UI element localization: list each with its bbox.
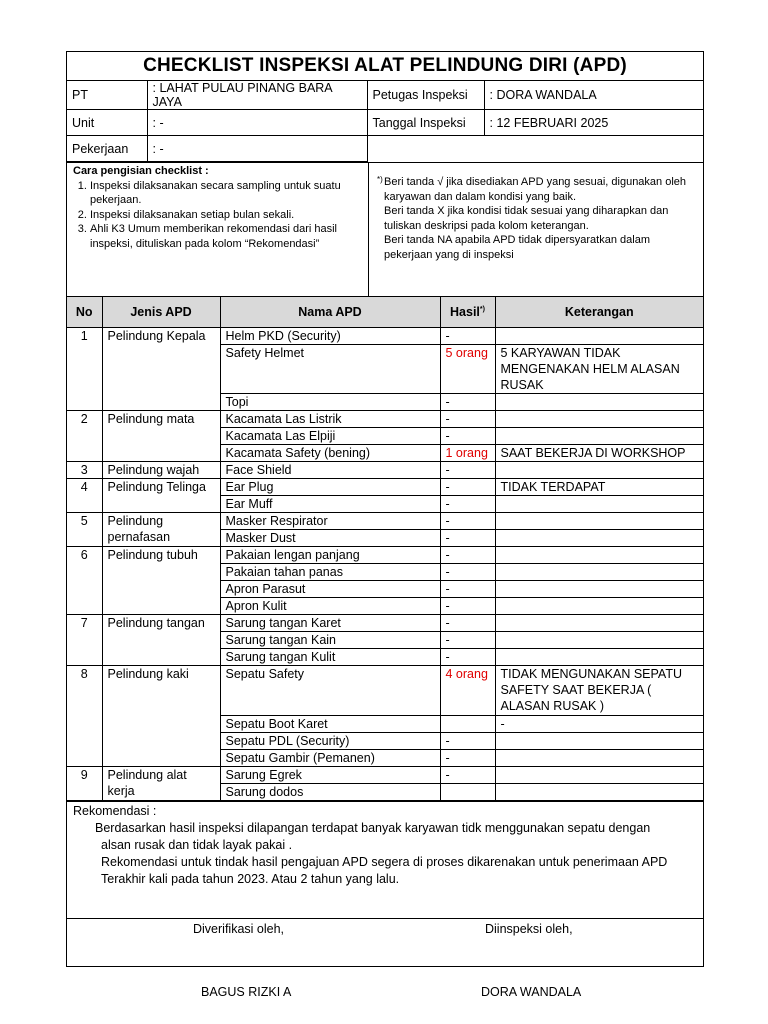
nama-apd-cell: Apron Kulit xyxy=(220,598,440,615)
verified-name: BAGUS RIZKI A xyxy=(201,985,292,999)
row-number: 9 xyxy=(67,767,102,801)
note-item: Beri tanda NA apabila APD tidak dipersyaratkan dalam pekerjaan yang di inspeksi xyxy=(384,234,650,261)
page-title: CHECKLIST INSPEKSI ALAT PELINDUNG DIRI (APD) xyxy=(67,52,703,81)
pt-label: PT xyxy=(67,81,147,110)
signature-section xyxy=(67,918,703,1001)
hasil-cell: - xyxy=(440,513,495,530)
nama-apd-cell: Apron Parasut xyxy=(220,581,440,598)
hasil-cell: - xyxy=(440,632,495,649)
hasil-cell: - xyxy=(440,564,495,581)
nama-apd-cell: Pakaian lengan panjang xyxy=(220,547,440,564)
note-item: Beri tanda √ jika disediakan APD yang sesuai, digunakan oleh karyawan dan dalam kondisi yang baik. xyxy=(384,176,687,203)
pekerjaan-label: Pekerjaan xyxy=(67,136,147,162)
instructions-list xyxy=(67,163,369,296)
keterangan-cell xyxy=(495,615,703,632)
header-hasil: Hasil*) xyxy=(440,297,495,328)
hasil-cell: - xyxy=(440,479,495,496)
hasil-cell: - xyxy=(440,530,495,547)
hasil-cell: - xyxy=(440,767,495,784)
nama-apd-cell: Safety Helmet xyxy=(220,345,440,394)
row-number: 8 xyxy=(67,666,102,767)
nama-apd-cell: Sarung dodos xyxy=(220,784,440,801)
note-item: Beri tanda X jika kondisi tidak sesuai yang diharapkan dan tuliskan deskripsi pada kolom keterangan. xyxy=(384,205,669,232)
table-row xyxy=(67,615,703,632)
instructions-heading: Cara pengisian checklist : xyxy=(73,165,209,177)
tanggal-label: Tanggal Inspeksi xyxy=(367,110,484,136)
nama-apd-cell: Sepatu Boot Karet xyxy=(220,716,440,733)
jenis-apd-cell: Pelindung mata xyxy=(102,411,220,462)
nama-apd-cell: Pakaian tahan panas xyxy=(220,564,440,581)
header-keterangan: Keterangan xyxy=(495,297,703,328)
instruction-item: 2. Inspeksi dilaksanakan setiap bulan sekali. xyxy=(90,208,362,223)
keterangan-cell xyxy=(495,767,703,784)
hasil-cell: - xyxy=(440,328,495,345)
row-number: 3 xyxy=(67,462,102,479)
keterangan-cell: - xyxy=(495,716,703,733)
keterangan-cell xyxy=(495,632,703,649)
hasil-cell xyxy=(440,716,495,733)
table-row xyxy=(67,513,703,530)
row-number: 2 xyxy=(67,411,102,462)
keterangan-cell xyxy=(495,750,703,767)
row-number: 1 xyxy=(67,328,102,411)
keterangan-cell xyxy=(495,394,703,411)
rekomendasi-line: Terakhir kali pada tahun 2023. Atau 2 tahun yang lalu. xyxy=(101,872,400,886)
table-row xyxy=(67,767,703,784)
jenis-apd-cell: Pelindung alat kerja xyxy=(102,767,220,801)
instructions-section xyxy=(67,162,703,296)
keterangan-cell xyxy=(495,496,703,513)
jenis-apd-cell: Pelindung kaki xyxy=(102,666,220,767)
keterangan-cell xyxy=(495,564,703,581)
keterangan-cell: 5 KARYAWAN TIDAK MENGENAKAN HELM ALASAN RUSAK xyxy=(495,345,703,394)
keterangan-cell xyxy=(495,547,703,564)
nama-apd-cell: Sarung tangan Karet xyxy=(220,615,440,632)
hasil-cell: - xyxy=(440,496,495,513)
jenis-apd-cell: Pelindung Telinga xyxy=(102,479,220,513)
keterangan-cell xyxy=(495,733,703,750)
nama-apd-cell: Ear Muff xyxy=(220,496,440,513)
inspected-label: Diinspeksi oleh, xyxy=(485,922,573,936)
rekomendasi-line: alsan rusak dan tidak layak pakai . xyxy=(101,838,293,852)
hasil-cell: - xyxy=(440,598,495,615)
empty-cell xyxy=(367,136,484,162)
instructions-notes xyxy=(369,163,703,296)
table-row xyxy=(67,547,703,564)
table-row xyxy=(67,462,703,479)
jenis-apd-cell: Pelindung tubuh xyxy=(102,547,220,615)
nama-apd-cell: Kacamata Las Elpiji xyxy=(220,428,440,445)
hasil-cell: 4 orang xyxy=(440,666,495,716)
keterangan-cell xyxy=(495,411,703,428)
keterangan-cell xyxy=(495,428,703,445)
rekomendasi-label: Rekomendasi : xyxy=(73,804,157,818)
row-number: 4 xyxy=(67,479,102,513)
pekerjaan-value: : - xyxy=(147,136,367,162)
nama-apd-cell: Sepatu Gambir (Pemanen) xyxy=(220,750,440,767)
note-mark: *) xyxy=(377,175,383,184)
keterangan-cell xyxy=(495,328,703,345)
nama-apd-cell: Ear Plug xyxy=(220,479,440,496)
unit-value: : - xyxy=(147,110,367,136)
nama-apd-cell: Sarung Egrek xyxy=(220,767,440,784)
instruction-item: 3. Ahli K3 Umum memberikan rekomendasi dari hasil inspeksi, dituliskan pada kolom “Rekomendasi” xyxy=(90,222,362,251)
nama-apd-cell: Kacamata Safety (bening) xyxy=(220,445,440,462)
hasil-cell: - xyxy=(440,428,495,445)
keterangan-cell xyxy=(495,649,703,666)
keterangan-cell xyxy=(495,513,703,530)
nama-apd-cell: Sarung tangan Kain xyxy=(220,632,440,649)
hasil-cell: - xyxy=(440,411,495,428)
nama-apd-cell: Masker Dust xyxy=(220,530,440,547)
nama-apd-cell: Sarung tangan Kulit xyxy=(220,649,440,666)
jenis-apd-cell: Pelindung wajah xyxy=(102,462,220,479)
header-no: No xyxy=(67,297,102,328)
rekomendasi-line: Berdasarkan hasil inspeksi dilapangan terdapat banyak karyawan tidk menggunakan sepatu dengan xyxy=(95,821,651,835)
petugas-value: : DORA WANDALA xyxy=(484,81,703,110)
nama-apd-cell: Helm PKD (Security) xyxy=(220,328,440,345)
tanggal-value: : 12 FEBRUARI 2025 xyxy=(484,110,703,136)
jenis-apd-cell: Pelindung Kepala xyxy=(102,328,220,411)
jenis-apd-cell: Pelindung tangan xyxy=(102,615,220,666)
row-number: 6 xyxy=(67,547,102,615)
keterangan-cell xyxy=(495,598,703,615)
keterangan-cell: TIDAK TERDAPAT xyxy=(495,479,703,496)
nama-apd-cell: Face Shield xyxy=(220,462,440,479)
table-row xyxy=(67,666,703,716)
row-number: 7 xyxy=(67,615,102,666)
hasil-cell: 5 orang xyxy=(440,345,495,394)
unit-label: Unit xyxy=(67,110,147,136)
hasil-cell: - xyxy=(440,547,495,564)
hasil-cell: - xyxy=(440,733,495,750)
table-row xyxy=(67,411,703,428)
header-nama: Nama APD xyxy=(220,297,440,328)
petugas-label: Petugas Inspeksi xyxy=(367,81,484,110)
nama-apd-cell: Topi xyxy=(220,394,440,411)
nama-apd-cell: Sepatu Safety xyxy=(220,666,440,716)
hasil-cell: - xyxy=(440,615,495,632)
table-row xyxy=(67,479,703,496)
hasil-cell xyxy=(440,784,495,801)
keterangan-cell: TIDAK MENGUNAKAN SEPATU SAFETY SAAT BEKERJA ( ALASAN RUSAK ) xyxy=(495,666,703,716)
keterangan-cell xyxy=(495,462,703,479)
jenis-apd-cell: Pelindung pernafasan xyxy=(102,513,220,547)
info-table xyxy=(67,81,703,162)
keterangan-cell xyxy=(495,530,703,547)
nama-apd-cell: Sepatu PDL (Security) xyxy=(220,733,440,750)
checklist-document xyxy=(66,51,704,999)
hasil-cell: - xyxy=(440,649,495,666)
hasil-cell: - xyxy=(440,750,495,767)
row-number: 5 xyxy=(67,513,102,547)
apd-table xyxy=(67,296,703,801)
keterangan-cell xyxy=(495,784,703,801)
rekomendasi-section xyxy=(67,801,703,918)
keterangan-cell: SAAT BEKERJA DI WORKSHOP xyxy=(495,445,703,462)
empty-cell xyxy=(484,136,703,162)
inspected-name: DORA WANDALA xyxy=(481,985,582,999)
pt-value: : LAHAT PULAU PINANG BARA JAYA xyxy=(147,81,367,110)
hasil-cell: - xyxy=(440,581,495,598)
header-jenis: Jenis APD xyxy=(102,297,220,328)
table-row xyxy=(67,328,703,345)
hasil-cell: - xyxy=(440,462,495,479)
keterangan-cell xyxy=(495,581,703,598)
nama-apd-cell: Kacamata Las Listrik xyxy=(220,411,440,428)
nama-apd-cell: Masker Respirator xyxy=(220,513,440,530)
hasil-cell: - xyxy=(440,394,495,411)
verified-label: Diverifikasi oleh, xyxy=(193,922,285,936)
hasil-cell: 1 orang xyxy=(440,445,495,462)
rekomendasi-line: Rekomendasi untuk tindak hasil pengajuan APD segera di proses dikarenakan untuk penerimaan APD xyxy=(101,855,668,869)
instruction-item: 1. Inspeksi dilaksanakan secara sampling untuk suatu pekerjaan. xyxy=(90,179,362,208)
